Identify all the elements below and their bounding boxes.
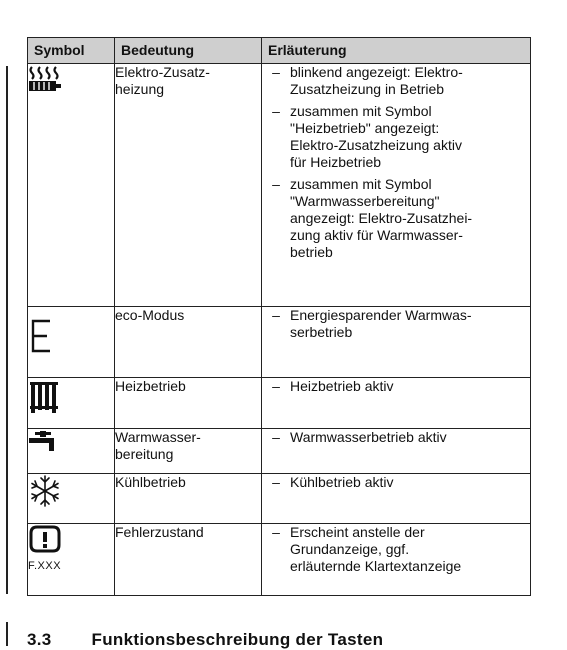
symbol-table [27,37,531,596]
meaning-cell [115,378,262,429]
section-title: Funktionsbeschreibung der Tasten [91,630,384,649]
eco-mode-icon [28,307,58,357]
meaning-cell [115,429,262,474]
table-row [28,64,531,307]
list-item: – blinkend angezeigt: Elektro- Zusatzheizung in Betrieb [272,64,463,97]
list-item: – Warmwasserbetrieb aktiv [272,429,447,445]
table-row [28,307,531,378]
explanation-cell [262,474,531,524]
list-item: – zusammen mit Symbol "Warmwasserbereitung" angezeigt: Elektro-Zusatzhei- zung aktiv für Warmwasser- betrieb [272,176,473,260]
meaning-text: Kühlbetrieb [115,474,186,490]
symbol-cell [28,429,115,474]
page-margin-rule [6,66,8,594]
next-section-heading [27,630,383,650]
header-meaning: Bedeutung [115,38,262,64]
list-item: – Erscheint anstelle der Grundanzeige, ggf. erläuternde Klartextanzeige [272,524,462,574]
meaning-text: Heizbetrieb [115,378,186,394]
meaning-text: eco-Modus [115,307,185,323]
header-symbol: Symbol [28,38,115,64]
meaning-cell [115,64,262,307]
list-item: – Energiesparender Warmwas- serbetrieb [272,307,472,340]
explanation-cell [262,64,531,307]
explanation-cell [262,378,531,429]
section-number: 3.3 [27,630,52,649]
radiator-icon [28,378,62,414]
table-row [28,474,531,524]
page-margin-rule-bottom [6,622,8,646]
meaning-cell [115,474,262,524]
meaning-text: Elektro-Zusatz- heizung [115,64,210,97]
explanation-cell [262,524,531,596]
fault-code-label: F.XXX [28,560,62,572]
fault-icon [28,524,62,556]
meaning-text: Fehlerzustand [115,524,204,540]
elektro-zusatzheizung-icon [28,64,62,94]
explanation-cell [262,307,531,378]
symbol-cell [28,474,115,524]
meaning-cell [115,524,262,596]
symbol-cell [28,378,115,429]
list-item: – zusammen mit Symbol "Heizbetrieb" angezeigt: Elektro-Zusatzheizung aktiv für Heizbetrieb [272,103,462,170]
list-item: – Kühlbetrieb aktiv [272,474,394,490]
header-explanation: Erläuterung [262,38,531,64]
meaning-cell [115,307,262,378]
table-row [28,429,531,474]
symbol-cell [28,524,115,596]
explanation-cell [262,429,531,474]
table-row [28,524,531,596]
symbol-cell [28,64,115,307]
table-header-row [28,38,531,64]
symbol-cell [28,307,115,378]
list-item: – Heizbetrieb aktiv [272,378,394,394]
faucet-icon [28,429,62,455]
table-row [28,378,531,429]
snowflake-icon [28,474,62,508]
meaning-text: Warmwasser- bereitung [115,429,201,462]
